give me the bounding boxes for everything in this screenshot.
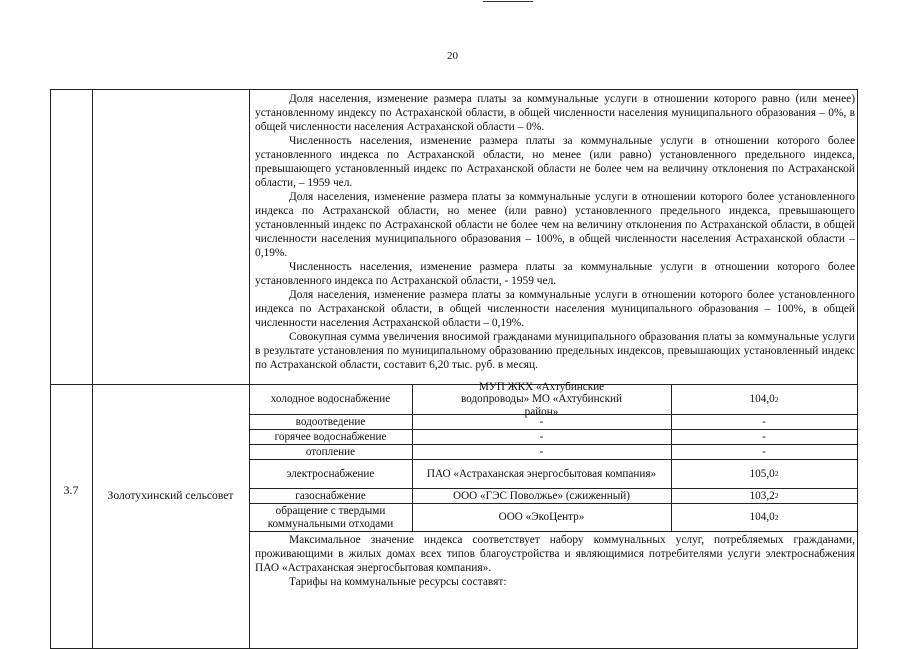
service-label: водоотведение — [295, 415, 366, 428]
lower-paragraphs — [255, 533, 855, 589]
service-provider: - — [539, 430, 544, 443]
paragraph: Численность населения, изменение размера платы за коммунальные услуги в отношении которого более установленного индекса по Астраханской области, - 1959 чел. — [255, 261, 855, 287]
service-index-value: 104,0 2 — [749, 511, 779, 524]
column-divider — [92, 89, 93, 649]
paragraph: Доля населения, изменение размера платы за коммунальные услуги в отношении которого более установленного индекса по Астраханской области, но менее (или равно) установленного предельного индекса, превышающего установленный индекс по Астраханской области не более чем на величину отклонения по Астраханской области, в общей численности населения муниципального образования – 100%, в общей численности населения Астраханской области – 0,19%. — [255, 191, 855, 259]
row-number: 3.7 — [63, 482, 79, 497]
service-label: отопление — [305, 445, 356, 458]
paragraph: Совокупная сумма увеличения вносимой гражданами муниципального образования платы за коммунальные услуги в результате установления по муниципальному образованию предельных индексов, превышающих установленный индекс по Астраханской области, составит 6,20 тыс. руб. в месяц. — [255, 331, 855, 371]
service-provider: ООО «ГЭС Поволжье» (сжиженный) — [453, 489, 630, 502]
service-index-value: - — [762, 415, 766, 428]
service-index-value: 105,0 2 — [749, 467, 779, 480]
service-label: холодное водоснабжение — [270, 393, 391, 406]
upper-paragraphs — [255, 92, 855, 372]
row-divider — [249, 531, 858, 532]
municipality-name: Золотухинский сельсовет — [107, 488, 234, 502]
paragraph: Тарифы на коммунальные ресурсы составят: — [289, 576, 507, 588]
paragraph: Доля населения, изменение размера платы за коммунальные услуги в отношении которого равно (или менее) установленному индексу по Астраханской области, в общей численности населения муниципального образования – 0%, в общей численности населения Астраханской области – 0%. — [255, 93, 855, 133]
header-rule — [483, 1, 533, 2]
column-divider — [249, 89, 250, 649]
service-provider: ПАО «Астраханская энергосбытовая компания» — [426, 467, 657, 480]
service-index-value: - — [762, 445, 766, 458]
paragraph: Максимальное значение индекса соответствует набору коммунальных услуг, потребляемых гражданами, проживающими в жилых домах всех типов благоустройства и являющимися потребителями услуги электроснабжения ПАО «Астраханская энергосбытовая компания». — [255, 534, 855, 574]
paragraph: Численность населения, изменение размера платы за коммунальные услуги в отношении которого более установленного индекса по Астраханской области, но менее (или равно) установленного предельного индекса, превышающего установленный индекс по Астраханской области не более чем на величину отклонения по Астраханской области, – 1959 чел. — [255, 135, 855, 189]
service-index-value: 104,0 2 — [749, 393, 779, 406]
service-label: газоснабжение — [295, 489, 366, 502]
service-provider: - — [539, 445, 544, 458]
service-provider: ООО «ЭкоЦентр» — [498, 511, 585, 524]
service-label: электроснабжение — [286, 467, 375, 480]
page-number: 20 — [447, 50, 458, 62]
service-index-value: - — [762, 430, 766, 443]
paragraph: Доля населения, изменение размера платы за коммунальные услуги в отношении которого более установленного индекса по Астраханской области, в общей численности населения муниципального образования – 100%, в общей численности населения Астраханской области – 0,19%. — [255, 289, 855, 329]
service-index-value: 103,2 2 — [749, 489, 779, 502]
service-label: горячее водоснабжение — [274, 430, 387, 443]
service-label: обращение с твердыми коммунальными отходами — [267, 505, 394, 530]
service-provider: - — [539, 415, 544, 428]
service-provider: МУП ЖКХ «Ахтубинские водопроводы» МО «Ахтубинский район» — [460, 380, 623, 418]
